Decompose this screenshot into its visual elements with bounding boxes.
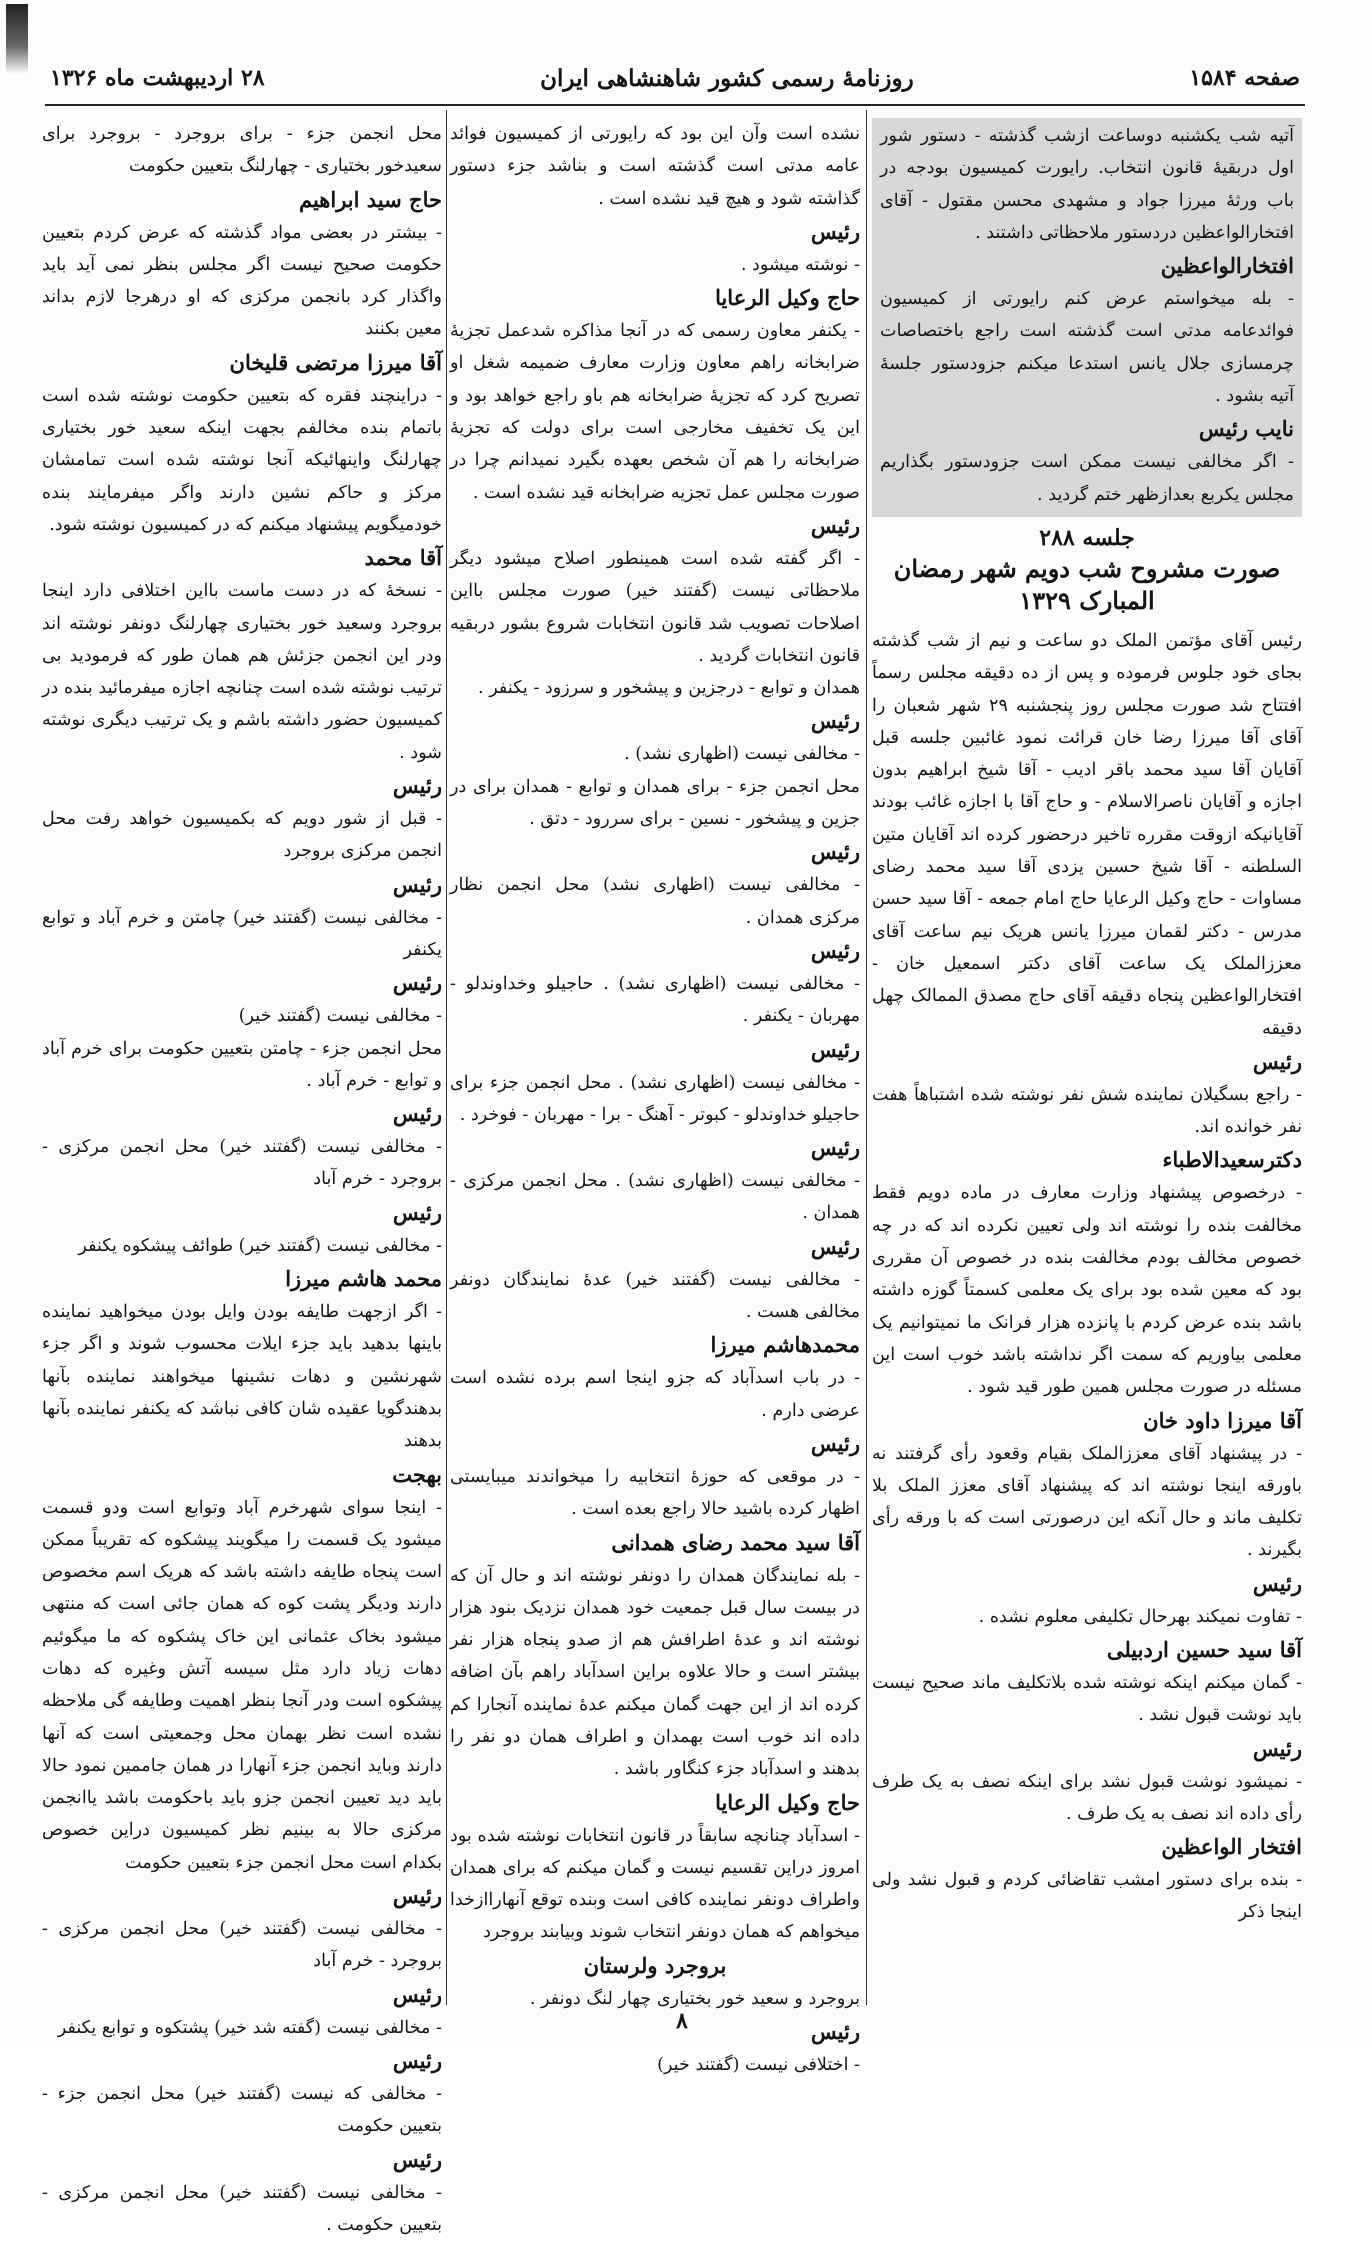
paragraph: محل انجمن جزء - چامتن بتعیین حکومت برای خرم آباد و توابع - خرم آباد . xyxy=(42,1038,442,1091)
paragraph xyxy=(42,1196,442,1262)
paragraph: آتیه شب یکشنبه دوساعت ازشب گذشته - دستور شور اول دربقیهٔ قانون انتخاب. رایورت کمیسیون بودجه در باب ورثهٔ میرزا جواد و مشهدی محسن مقتول - آقای افتخارالواعظین دردستور ملاحظاتی داشتند . xyxy=(880,126,1294,243)
paragraph: همدان و توابع - درجزین و پیشخور و سرزود - یکنفر . xyxy=(478,678,860,699)
paragraph xyxy=(450,2015,860,2081)
paragraph xyxy=(42,183,442,346)
speech-text: - اگر گفته شده است همینطور اصلاح میشود دیگر ملاحظاتی نیست (گفتند خیر) صورت مجلس بااین اصلاحات تصویب شد قانون انتخابات شروع بشور دربقیه قانون انتخابات گردید . xyxy=(450,548,860,666)
speech-text: - بنده برای دستور امشب تقاضائی کردم و قبول نشد ولی اینجا ذکر xyxy=(872,1870,1302,1923)
speaker-name: رئیس xyxy=(810,1430,860,1456)
speaker-name: رئیس xyxy=(810,1036,860,1062)
speech-text: - مخالفی نیست (اظهاری نشد) . xyxy=(624,744,860,765)
speaker-name: رئیس xyxy=(1252,1048,1302,1074)
column-middle xyxy=(450,118,860,2076)
speech-text: - اختلافی نیست (گفتند خیر) xyxy=(657,2055,860,2076)
speaker-name: رئیس xyxy=(392,773,442,799)
speech-text: - در پیشنهاد آقای معززالملک بقیام وقعود رأی گرفتند نه باورقه اینجا نوشته اند که پیشنهاد آقای معزز الملک بلا تکلیف ماند و حال آنکه این درصورتی است که با ورقه رأی بگیرند . xyxy=(872,1443,1302,1561)
speech-text: - اگر ازجهت طایفه بودن وایل بودن میخواهید نماینده باینها بدهید باید جزء ایلات محسوب شوند و اگر جزء شهرنشین و دهات نشینها میخواهند نماینده بآنها بدهندگویا عقیده شان کافی نباشد که یکنفر نماینده بآنها بدهند xyxy=(42,1302,442,1452)
paragraph xyxy=(872,1143,1302,1403)
newspaper-title: روزنامهٔ رسمی کشور شاهنشاهی ایران xyxy=(540,64,914,92)
column-left xyxy=(42,118,442,2235)
speaker-name: آقا میرزا مرتضی قلیخان xyxy=(229,349,442,375)
speaker-name: آقا محمد xyxy=(364,545,442,571)
paragraph xyxy=(450,1131,860,1230)
speaker-name: نایب رئیس xyxy=(1198,416,1294,442)
speaker-name: رئیس xyxy=(392,1199,442,1225)
paragraph xyxy=(450,281,860,509)
speech-text: - اینجا سوای شهرخرم آباد وتوابع است ودو قسمت میشود یک قسمت را میگویند پیشکوه که تقریباً ممکن است پنجاه طایفه داشته باشد که هریک اسم مخصوص دارند ودیگر پشت کوه که همان جائی است که منتهی میشود بخاک عثمانی این خاک پشکوه که ما میگوئیم دهات زیاد دارد مثل سیسه آتش وغیره که دهات پیشکوه است ودر آنجا بنظر اهمیت وطایفه گی ملاحظه نشده است نظر بهمان محل وجمعیتی است که آنها دارند وباید انجمن جزء آنهارا در همان جاممین نمود حالا باید دید تعیین انجمن جزو باید باحکومت باشد یاانجمن مرکزی حالا به بینیم نظر کمیسیون دراین خصوص بکدام است محل انجمن جزء بتعیین حکومت xyxy=(42,1497,442,1873)
speech-text: - مخالفی نیست (گفتند خیر) محل انجمن مرکزی - بتعیین حکومت . xyxy=(42,2182,442,2235)
speaker-name: حاج وکیل الرعایا xyxy=(715,285,860,311)
speech-text: - مخالفی نیست (اظهاری نشد) . محل انجمن جزء برای حاجیلو خداوندلو - کبوتر - آهنگ - برا - مهربان - فوخرد . xyxy=(450,1072,860,1125)
highlighted-passage xyxy=(872,118,1302,517)
page-header xyxy=(50,58,1300,98)
speech-text: - نوشته میشود . xyxy=(740,254,860,275)
speech-text: - نسخهٔ که در دست ماست بااین اختلافی دارد اینجا بروجرد وسعید خور بختیاری چهارلنگ دونفر نوشته اند ودر این انجمن جزئش هم همان طور که فرمودید بی ترتیب نوشته شده است چنانچه اجازه میفرمائید بنده در کمیسیون حضور داشته باشم و یک ترتیب دیگری نوشته شود . xyxy=(42,581,442,763)
paragraph xyxy=(872,1732,1302,1831)
speaker-name: رئیس xyxy=(810,512,860,538)
speaker-name: حاج وکیل الرعایا xyxy=(715,1789,860,1815)
paragraph xyxy=(880,412,1294,511)
paragraph: رئیس آقای مؤتمن الملک دو ساعت و نیم از شب گذشته بجای خود جلوس فرموده و پس از ده دقیقه مجلس رسماً افتتاح شد صورت مجلس روز پنجشنبه ۲۹ شهر شعبان را آقای آقا میرزا رضا خان قرائت نمود غائبین جلسه قبل آقایان آقا سید محمد باقر ادیب - آقا شیخ ابراهیم بدون اجازه و آقایان ناصرالاسلام - و حاج آقا با اجازه غائب بودند آقایانیکه ازوقت مقرره تاخیر درحضور کرده اند آقایان متین السلطنه - آقا شیخ حسین یزدی آقا سید محمد رضای مساوات - حاج وکیل الرعایا حاج امام جمعه - آقا سید حسن مدرس - دکتر لقمان میرزا یانس هریک نیم ساعت آقای معززالملک یک ساعت آقای دکتر اسمعیل خان - افتخارالواعظین پنجاه دقیقه آقای حاج مصدق الممالک چهل دقیقه xyxy=(872,630,1302,1039)
session-number: جلسه ۲۸۸ xyxy=(1039,524,1135,551)
paragraph: بروجرد و سعید خور بختیاری چهار لنگ دونفر . xyxy=(529,1988,860,2009)
speech-text: - مخالفی که نیست (گفتند خیر) محل انجمن جزء - بتعیین حکومت xyxy=(42,2083,442,2137)
paragraph xyxy=(42,769,442,868)
page-number: ۸ xyxy=(676,2008,688,2034)
speech-text: - گمان میکنم اینکه نوشته شده بلاتکلیف ماند صحیح نیست باید نوشت قبول نشد . xyxy=(872,1672,1302,1726)
speaker-name: رئیس xyxy=(810,2019,860,2045)
speech-text: - مخالفی نیست (اظهاری نشد) . محل انجمن مرکزی - همدان . xyxy=(450,1171,860,1224)
speech-text: - بیشتر در بعضی مواد گذشته که عرض کردم بتعیین حکومت صحیح نیست اگر مجلس بنظر نمی آید باید واگذار کرد بانجمن مرکزی که او درهرجا لازم بداند معین بکنند xyxy=(42,222,442,340)
speech-text: - مخالفی نیست (گفتند خیر) محل انجمن مرکزی - بروجرد - خرم آباد xyxy=(42,1919,442,1972)
speaker-name: افتخار الواعظین xyxy=(1161,1834,1302,1860)
paragraph xyxy=(872,1567,1302,1633)
region-heading: بروجرد ولرستان xyxy=(583,1952,727,1978)
speaker-name: آقا سید محمد رضای همدانی xyxy=(611,1529,860,1555)
speech-text: - اسدآباد چنانچه سابقاً در قانون انتخابات نوشته شده بود امروز دراین تقسیم نیست و گمان میکنم که برای همدان واطراف دونفر نماینده کافی است وبنده توقع آنهاراازخدا میخواهم که همان دونفر انتخاب شوند وبیابند بروجرد xyxy=(450,1825,860,1943)
speech-text: - بله میخواستم عرض کنم رایورتی از کمیسیون فوائدعامه مدتی است گذشته است راجع باختصاصات چرمسازی جلال یانس استدعا میکنم جزودستور جلسهٔ آتیه بشود . xyxy=(880,289,1294,407)
paragraph xyxy=(450,215,860,281)
speech-text: - در موقعی که حوزهٔ انتخابیه را میخواندند میبایستی اظهار کرده باشید حالا راجع بعده است . xyxy=(450,1466,860,1520)
speech-text: - تفاوت نمیکند بهرحال تکلیفی معلوم نشده . xyxy=(978,1606,1302,1627)
speaker-name: رئیس xyxy=(1252,1570,1302,1596)
speaker-name: رئیس xyxy=(810,839,860,865)
paragraph xyxy=(42,966,442,1032)
speech-text: - مخالفی نیست (گفتند خیر) محل انجمن مرکزی - بروجرد - خرم آباد xyxy=(42,1137,442,1190)
speaker-name: رئیس xyxy=(1252,1735,1302,1761)
paragraph xyxy=(42,1097,442,1196)
issue-date: ۲۸ اردیبهشت ماه ۱۳۲۶ xyxy=(50,65,265,91)
paragraph xyxy=(450,1786,860,1949)
scan-edge-mark xyxy=(6,4,28,74)
speech-text: - یکنفر معاون رسمی که در آنجا مذاکره شدعمل تجزیهٔ ضرابخانه راهم معاون وزارت معارف ضمیمه شغل او تصریح کرد که تجزیهٔ ضرابخانه هم باو راجع خواهد بود و این یک تخفیف مخارجی است برای دولت که تجزیهٔ ضرابخانه را هم آن شخص بعهده بگیرد نمیدانم چرا در صورت مجلس عمل تجزیه ضرابخانه قید نشده است . xyxy=(450,321,860,503)
session-title: صورت مشروح شب دویم شهر رمضان المبارک ۱۳۲۹ xyxy=(893,553,1281,615)
speaker-name: محمدهاشم میرزا xyxy=(710,1332,860,1358)
column-divider-left xyxy=(446,110,447,2005)
speaker-name: رئیس xyxy=(810,1135,860,1161)
speaker-name: رئیس xyxy=(392,2146,442,2172)
speaker-name: رئیس xyxy=(810,1233,860,1259)
speech-text: - قبل از شور دویم که بکمیسیون خواهد رفت محل انجمن مرکزی بروجرد xyxy=(42,809,442,862)
paragraph xyxy=(450,1328,860,1427)
speaker-name: رئیس xyxy=(392,1883,442,1909)
speech-text: - مخالفی نیست (اظهاری نشد) محل انجمن نظار مرکزی همدان . xyxy=(450,875,860,928)
speech-text: - درخصوص پیشنهاد وزارت معارف در ماده دویم فقط مخالفت بنده را نوشته اند ولی تعیین نکرده اند که در چه خصوص مخالف بودم مخالفت بنده در خصوص آن مقرری بود که معین شده بود برای یک معلمی کسمتاً گوزه داشته باشد بنده عرض کردم با پانزده هزار فرانک ما نمیتوانیم یک معلمی بیاوریم که سمت اگر نداشته باشد خوب است این مسئله در صورت مجلس همین طور قید شود . xyxy=(872,1183,1302,1398)
paragraph xyxy=(872,1633,1302,1732)
speech-text: - دراینچند فقره که بتعیین حکومت نوشته شده است باتمام بنده مخالفم بجهت اینکه سعید خور بختیاری چهارلنگ واینهائیکه آنجا نوشته شده است تمامشان مرکز و حاکم نشین دارند واگر میفرمایند بنده خودمیگویم پیشنهاد میکنم که در کمیسیون نوشته شود. xyxy=(42,385,442,535)
paragraph xyxy=(42,1879,442,1978)
speech-text: - مخالفی نیست (گفتند خیر) عدهٔ نمایندگان دونفر مخالفی هست . xyxy=(450,1269,860,1323)
paragraph xyxy=(42,541,442,769)
paragraph xyxy=(450,704,860,770)
speaker-name: رئیس xyxy=(810,708,860,734)
paragraph: محل انجمن جزء - برای همدان و توابع - همدان برای در جزین و پیشخور - نسین - برای سررود - دتق . xyxy=(450,776,860,830)
paragraph xyxy=(450,1427,860,1526)
paragraph xyxy=(450,934,860,1033)
header-rule xyxy=(45,104,1305,106)
paragraph xyxy=(450,509,860,672)
paragraph xyxy=(42,2044,442,2143)
speech-text: - مخالفی نیست (گفتند خیر) طوائف پیشکوه یکنفر xyxy=(78,1235,442,1256)
speech-text: - نمیشود نوشت قبول نشد برای اینکه نصف به یک طرف رأی داده اند نصف به یک طرف . xyxy=(872,1771,1302,1824)
speech-text: - بله نمایندگان همدان را دونفر نوشته اند و حال آن که در بیست سال قبل جمعیت خود همدان نزدیک بنود هزار نوشته اند و عدهٔ اطرافش هم از صدو پنجاه هزار نفر بیشتر است و حالا علاوه براین اسدآباد راهم بآن اضافه کرده اند از این جهت گمان میکنم عدهٔ نماینده آنجارا کم داده اند خوب است بهمدان و اطراف همان دو نفر را بدهند و اسدآباد جزء کنگاور باشد . xyxy=(450,1565,860,1780)
speaker-name: آقا میرزا داود خان xyxy=(1143,1407,1302,1433)
paragraph xyxy=(872,1045,1302,1144)
speaker-name: رئیس xyxy=(392,871,442,897)
speaker-name: محمد هاشم میرزا xyxy=(285,1266,442,1292)
column-right xyxy=(872,118,1302,1998)
paragraph xyxy=(42,1262,442,1457)
paragraph xyxy=(450,1230,860,1329)
speech-text: - اگر مخالفی نیست ممکن است جزودستور بگذاریم مجلس یکربع بعدازظهر ختم گردید . xyxy=(880,452,1294,505)
paragraph xyxy=(450,1526,860,1786)
paragraph xyxy=(42,1458,442,1880)
speaker-name: رئیس xyxy=(392,1981,442,2007)
column-divider-right xyxy=(866,110,867,2005)
speech-text: - در باب اسدآباد که جزو اینجا اسم برده نشده است عرضی دارم . xyxy=(450,1368,860,1421)
paragraph xyxy=(42,2143,442,2241)
speaker-name: بهجت xyxy=(392,1461,442,1487)
speaker-name: آقا سید حسین اردبیلی xyxy=(1106,1636,1302,1662)
speech-text: - مخالفی نیست (اظهاری نشد) . حاجیلو وخداوندلو - مهربان - یکنفر . xyxy=(450,973,860,1027)
paragraph: نشده است وآن این بود که رایورتی از کمیسیون فوائد عامه مدتی است گذشته است و بناشد جزء دستور گذاشته شود و هیچ قید نشده است . xyxy=(450,124,860,209)
speaker-name: دکترسعیدالاطباء xyxy=(1162,1147,1302,1173)
paragraph xyxy=(872,1404,1302,1567)
speaker-name: رئیس xyxy=(392,1101,442,1127)
paragraph xyxy=(872,1830,1302,1929)
paragraph: محل انجمن جزء - برای بروجرد - بروجرد برای سعیدخور بختیاری - چهارلنگ بتعیین حکومت xyxy=(42,124,442,177)
speaker-name: حاج سید ابراهیم xyxy=(298,186,442,212)
speech-text: - مخالفی نیست (گفتند خیر) چامتن و خرم آباد و توابع یکنفر xyxy=(42,907,442,960)
paragraph xyxy=(42,1978,442,2044)
speaker-name: رئیس xyxy=(392,2047,442,2073)
paragraph xyxy=(450,1033,860,1132)
speaker-name: رئیس xyxy=(810,218,860,244)
page-label: صفحه ۱۵۸۴ xyxy=(1189,65,1300,91)
paragraph xyxy=(450,835,860,934)
speaker-name: رئیس xyxy=(392,970,442,996)
session-heading xyxy=(872,523,1302,617)
speech-text: - مخالفی نیست (گفتند خیر) xyxy=(238,1006,442,1027)
paragraph xyxy=(42,868,442,967)
speech-text: - راجع بسگیلان نماینده شش نفر نوشته شده اشتباهاً هفت نفر خوانده اند. xyxy=(872,1084,1302,1138)
paragraph xyxy=(880,249,1294,412)
speaker-name: رئیس xyxy=(810,937,860,963)
speaker-name: افتخارالواعظین xyxy=(1160,253,1294,279)
paragraph xyxy=(42,346,442,541)
speech-text: - مخالفی نیست (گفته شد خیر) پشتکوه و توابع یکنفر xyxy=(57,2017,442,2038)
